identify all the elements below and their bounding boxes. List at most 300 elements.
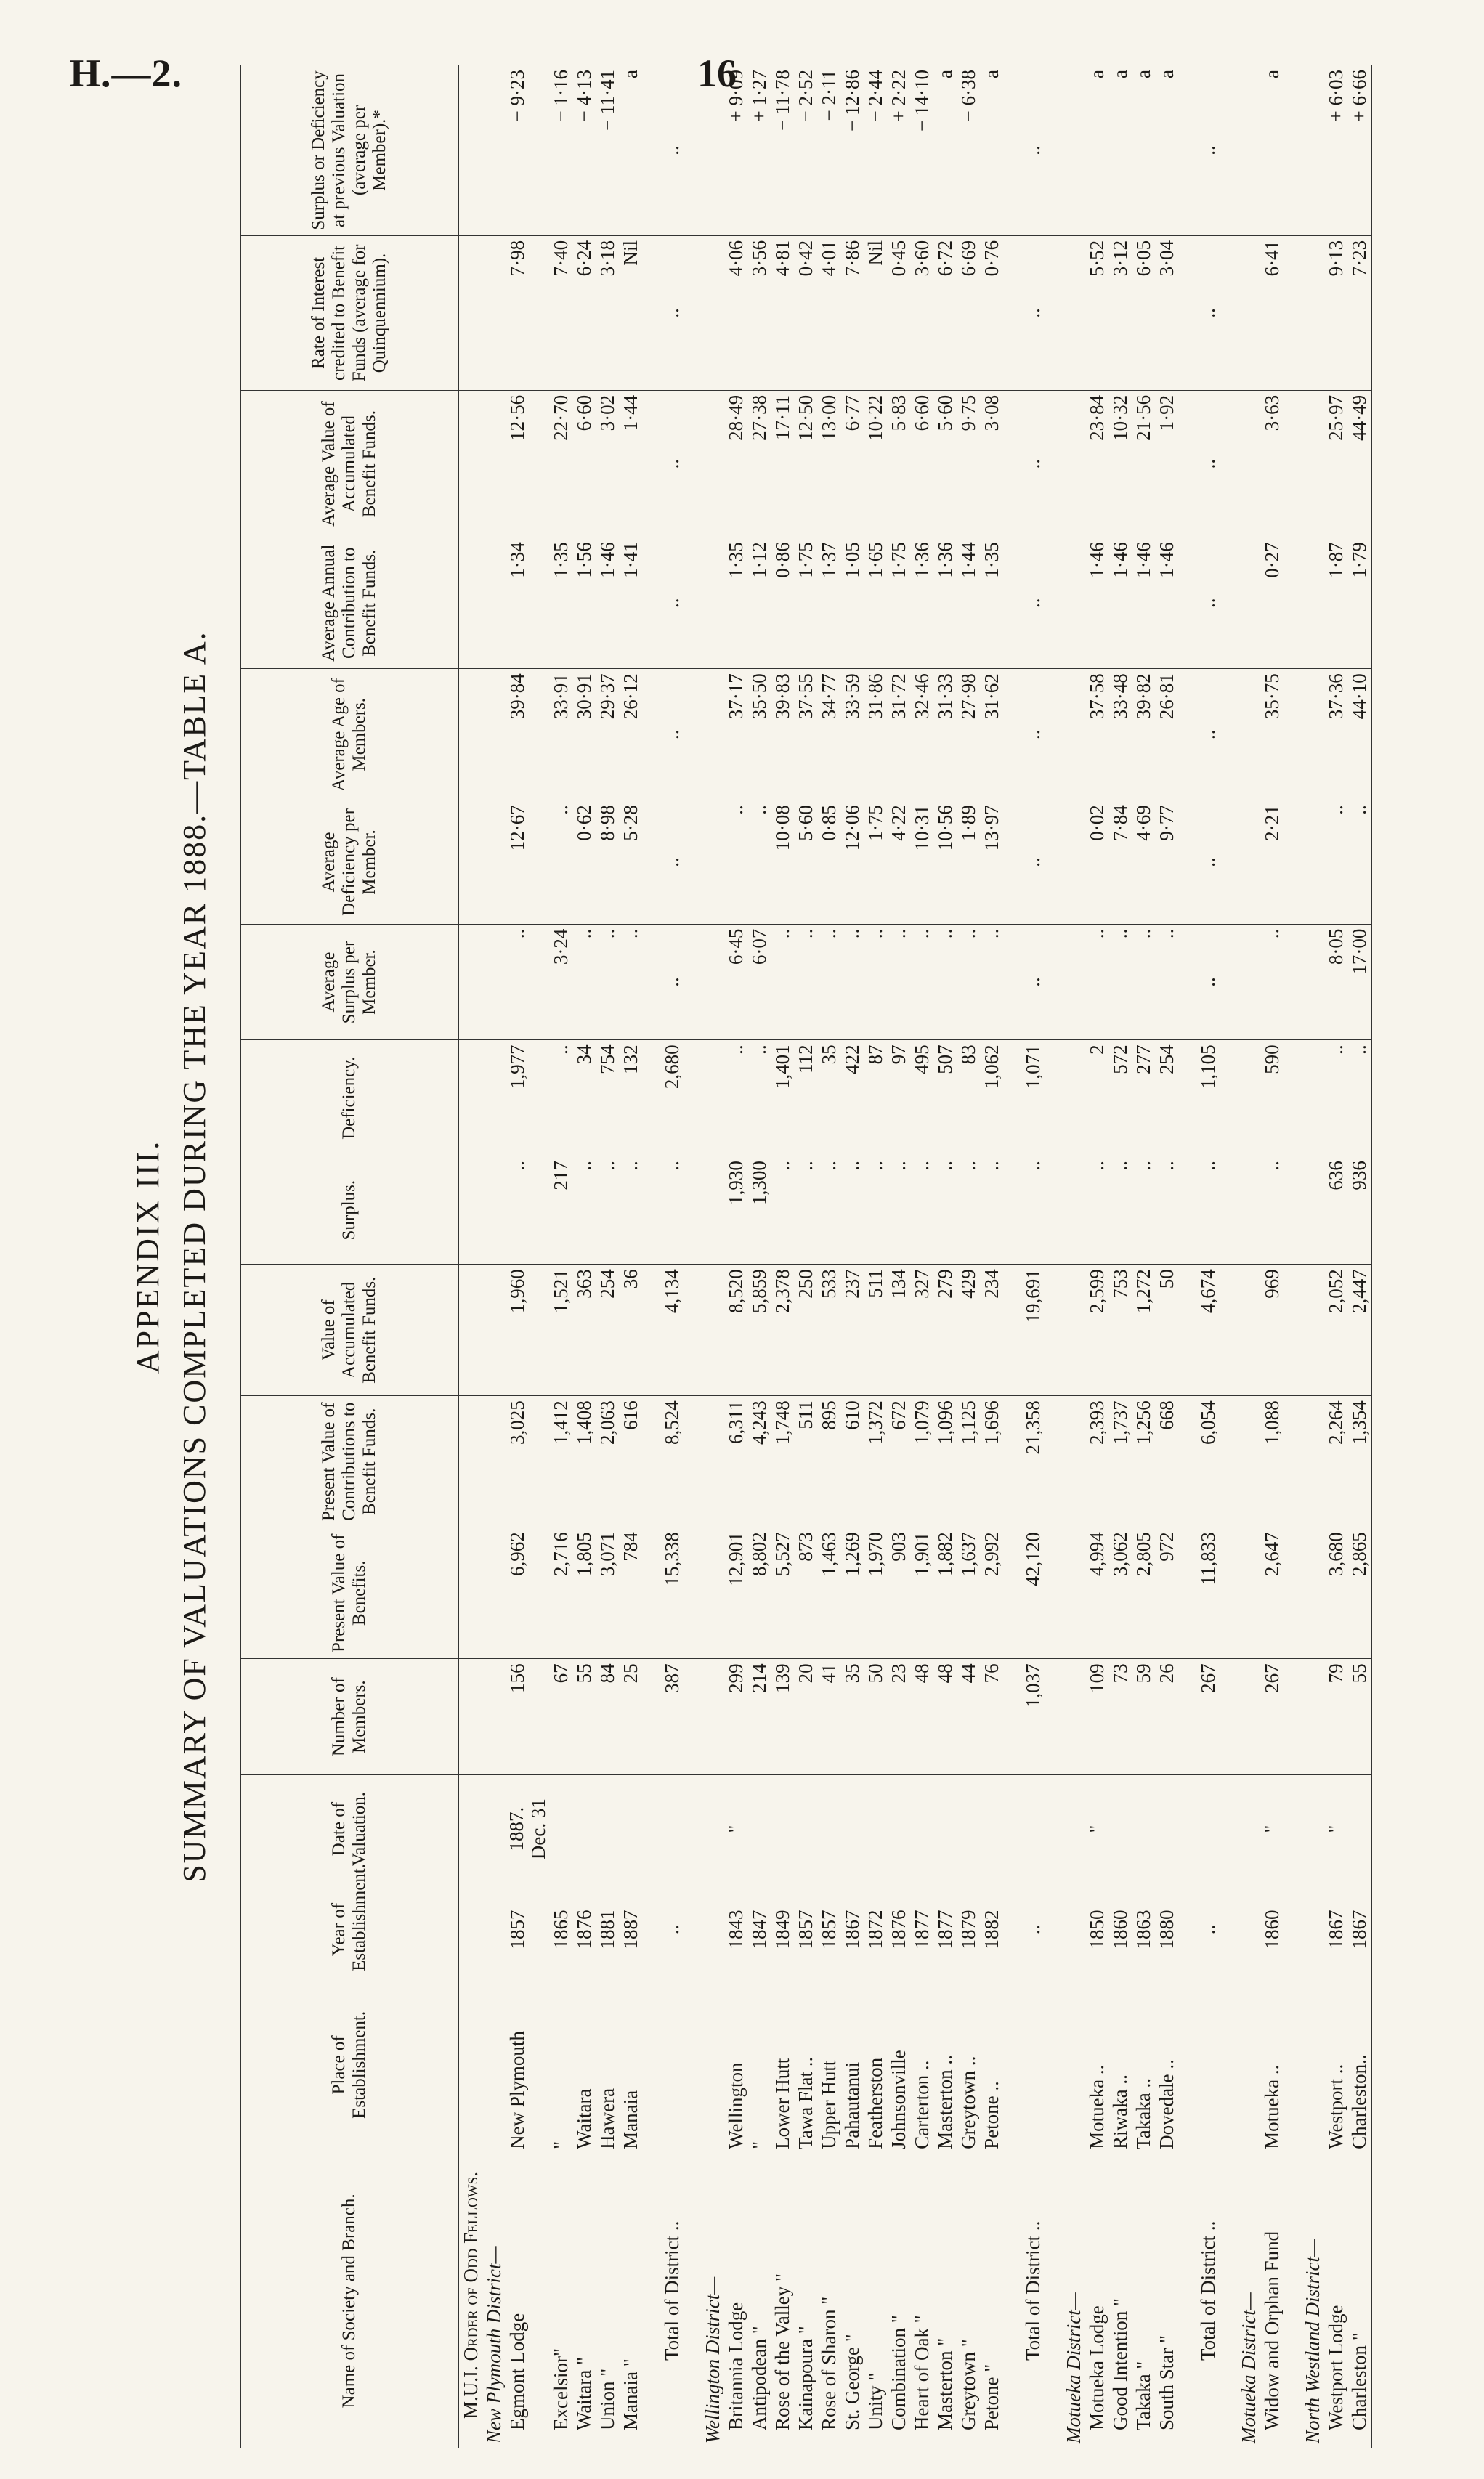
value-cell: 1,412 <box>549 1396 572 1527</box>
value-cell: 6·24 <box>572 235 596 390</box>
order-heading-row <box>458 65 482 2448</box>
value-cell: 214 <box>747 1659 771 1775</box>
empty-cell <box>482 537 506 669</box>
value-cell: 8·05 <box>1324 924 1347 1040</box>
date-of-valuation <box>1132 1775 1155 1883</box>
value-cell: 327 <box>910 1265 933 1396</box>
value-cell: .. <box>794 1156 817 1265</box>
value-cell: .. <box>1108 924 1132 1040</box>
value-cell: 2,447 <box>1347 1265 1371 1396</box>
column-header: Average Deficiency per Member. <box>240 800 458 924</box>
table-row <box>794 65 817 2448</box>
place-of-establishment: Featherston <box>864 1976 887 2154</box>
empty-cell <box>482 390 506 537</box>
date-of-valuation: " <box>724 1775 747 1883</box>
value-cell: a <box>1155 65 1178 235</box>
value-cell: 44 <box>957 1659 980 1775</box>
empty-cell <box>1062 537 1085 669</box>
value-cell: a <box>1132 65 1155 235</box>
value-cell: 1,096 <box>933 1396 957 1527</box>
value-cell: .. <box>1347 800 1371 924</box>
empty-cell <box>642 1156 660 1265</box>
column-header: Year of Establishment. <box>240 1883 458 1976</box>
value-cell: 26·81 <box>1155 669 1178 800</box>
empty-cell <box>1301 669 1324 800</box>
value-cell: .. <box>1132 924 1155 1040</box>
empty-cell <box>1284 1156 1301 1265</box>
value-cell: 511 <box>794 1396 817 1527</box>
appendix-title: APPENDIX III. <box>130 1139 166 1374</box>
empty-cell <box>1237 669 1260 800</box>
empty-cell <box>1237 1156 1260 1265</box>
value-cell: .. <box>619 1156 642 1265</box>
empty-cell: .. <box>660 669 684 800</box>
empty-cell <box>1062 1156 1085 1265</box>
value-cell: .. <box>724 1040 747 1156</box>
value-cell: 29·37 <box>596 669 619 800</box>
empty-cell <box>1062 235 1085 390</box>
value-cell: 1·41 <box>619 537 642 669</box>
value-cell: + 2·22 <box>887 65 910 235</box>
value-cell: − 11·41 <box>596 65 619 235</box>
total-value: .. <box>1196 1156 1220 1265</box>
year-established: 1860 <box>1260 1883 1284 1976</box>
year-established: 1863 <box>1132 1883 1155 1976</box>
empty-cell <box>1003 65 1021 235</box>
value-cell: 237 <box>840 1265 864 1396</box>
value-cell: 254 <box>596 1265 619 1396</box>
empty-cell <box>1301 1040 1324 1156</box>
value-cell: 1,079 <box>910 1396 933 1527</box>
value-cell: 3·04 <box>1155 235 1178 390</box>
date-of-valuation <box>771 1775 794 1883</box>
value-cell: .. <box>1260 924 1284 1040</box>
value-cell: 0·02 <box>1085 800 1108 924</box>
value-cell: 41 <box>817 1659 840 1775</box>
value-cell: .. <box>817 1156 840 1265</box>
report-code: H.—2. <box>70 52 183 95</box>
district-heading-row <box>701 65 724 2448</box>
value-cell: 79 <box>1324 1659 1347 1775</box>
value-cell: 13·97 <box>980 800 1003 924</box>
table-row <box>747 65 771 2448</box>
value-cell: 1,637 <box>957 1527 980 1659</box>
empty-cell <box>482 1040 506 1156</box>
total-label: Total of District .. <box>1196 2220 1219 2361</box>
branch-name: Motueka Lodge <box>1086 2305 1108 2430</box>
table-row <box>506 65 549 2448</box>
empty-cell <box>1284 1396 1301 1527</box>
empty-cell <box>482 1883 506 1976</box>
value-cell: + 6·66 <box>1347 65 1371 235</box>
value-cell: 48 <box>933 1659 957 1775</box>
branch-name: Petone " <box>981 2364 1002 2430</box>
value-cell: 55 <box>572 1659 596 1775</box>
value-cell: 84 <box>596 1659 619 1775</box>
table-row <box>1324 65 1347 2448</box>
empty-cell <box>1045 924 1062 1040</box>
date-of-valuation: 1887. Dec. 31 <box>506 1775 549 1883</box>
value-cell: 1·44 <box>957 537 980 669</box>
total-value: 19,691 <box>1021 1265 1045 1396</box>
value-cell: 7·98 <box>506 235 549 390</box>
spacer-row <box>642 65 660 2448</box>
table-row <box>1347 65 1371 2448</box>
empty-cell <box>1021 1775 1045 1883</box>
value-cell: a <box>1260 65 1284 235</box>
empty-cell <box>684 1396 701 1527</box>
value-cell: 39·83 <box>771 669 794 800</box>
value-cell: 4,243 <box>747 1396 771 1527</box>
value-cell: .. <box>771 1156 794 1265</box>
total-value: 1,105 <box>1196 1040 1220 1156</box>
empty-cell <box>660 1976 684 2154</box>
value-cell: 1,401 <box>771 1040 794 1156</box>
value-cell: − 2·11 <box>817 65 840 235</box>
empty-cell <box>1062 390 1085 537</box>
year-established: 1849 <box>771 1883 794 1976</box>
empty-cell <box>1062 1883 1085 1976</box>
value-cell: 254 <box>1155 1040 1178 1156</box>
empty-cell <box>701 1527 724 1659</box>
branch-name: Takaka " <box>1132 2361 1154 2430</box>
page-number: 16 <box>697 52 737 95</box>
year-established: 1850 <box>1085 1883 1108 1976</box>
empty-cell <box>1301 1396 1324 1527</box>
value-cell: 1·92 <box>1155 390 1178 537</box>
empty-cell <box>701 235 724 390</box>
value-cell: 26 <box>1155 1659 1178 1775</box>
value-cell: 1·34 <box>506 537 549 669</box>
value-cell: 0·42 <box>794 235 817 390</box>
value-cell: 3·63 <box>1260 390 1284 537</box>
rotated-table-page <box>116 65 1467 2448</box>
date-of-valuation <box>747 1775 771 1883</box>
value-cell: 10·31 <box>910 800 933 924</box>
branch-name: Widow and Orphan Fund <box>1261 2231 1283 2430</box>
value-cell: 1,269 <box>840 1527 864 1659</box>
value-cell: 903 <box>887 1527 910 1659</box>
value-cell: 44·49 <box>1347 390 1371 537</box>
value-cell: 1·36 <box>933 537 957 669</box>
value-cell: 6,311 <box>724 1396 747 1527</box>
value-cell: 73 <box>1108 1659 1132 1775</box>
empty-cell <box>1220 1883 1237 1976</box>
value-cell: 1·37 <box>817 537 840 669</box>
empty-cell: .. <box>660 537 684 669</box>
empty-cell <box>1237 235 1260 390</box>
empty-cell <box>701 1775 724 1883</box>
value-cell: .. <box>1155 1156 1178 1265</box>
value-cell: .. <box>506 1156 549 1265</box>
empty-cell: .. <box>1021 65 1045 235</box>
value-cell: 2,716 <box>549 1527 572 1659</box>
value-cell: .. <box>933 1156 957 1265</box>
empty-cell <box>1301 235 1324 390</box>
value-cell: 12·56 <box>506 390 549 537</box>
value-cell: 31·62 <box>980 669 1003 800</box>
place-of-establishment: New Plymouth <box>506 1976 549 2154</box>
empty-cell <box>1045 1040 1062 1156</box>
empty-cell <box>701 669 724 800</box>
value-cell: 39·84 <box>506 669 549 800</box>
value-cell: 5·52 <box>1085 235 1108 390</box>
value-cell: .. <box>910 924 933 1040</box>
empty-cell <box>684 1775 701 1883</box>
table-row <box>1155 65 1178 2448</box>
value-cell: .. <box>817 924 840 1040</box>
empty-cell <box>642 1775 660 1883</box>
empty-cell: .. <box>1196 390 1220 537</box>
value-cell: 2,393 <box>1085 1396 1108 1527</box>
empty-cell <box>684 390 701 537</box>
empty-cell <box>1220 235 1237 390</box>
value-cell: 7·23 <box>1347 235 1371 390</box>
empty-cell: .. <box>1196 235 1220 390</box>
value-cell: 5,859 <box>747 1265 771 1396</box>
empty-cell <box>458 1775 482 1883</box>
empty-cell <box>482 1775 506 1883</box>
spacer-row <box>1178 65 1196 2448</box>
value-cell: 8,802 <box>747 1527 771 1659</box>
empty-cell <box>1062 669 1085 800</box>
value-cell: 2,647 <box>1260 1527 1284 1659</box>
value-cell: 37·36 <box>1324 669 1347 800</box>
value-cell: 3·18 <box>596 235 619 390</box>
place-of-establishment: Motueka .. <box>1085 1976 1108 2154</box>
empty-cell <box>1045 1659 1062 1775</box>
empty-cell <box>1178 1659 1196 1775</box>
value-cell: 6,962 <box>506 1527 549 1659</box>
empty-cell: .. <box>660 1883 684 1976</box>
empty-cell <box>660 1775 684 1883</box>
value-cell: 35 <box>840 1659 864 1775</box>
empty-cell <box>1220 1976 1237 2154</box>
empty-cell: .. <box>1196 537 1220 669</box>
value-cell: .. <box>957 924 980 1040</box>
table-row <box>1108 65 1132 2448</box>
value-cell: .. <box>794 924 817 1040</box>
date-of-valuation <box>596 1775 619 1883</box>
empty-cell <box>458 1396 482 1527</box>
empty-cell <box>1045 2154 1062 2448</box>
value-cell: 10·32 <box>1108 390 1132 537</box>
value-cell: 3,025 <box>506 1396 549 1527</box>
value-cell: 36 <box>619 1265 642 1396</box>
value-cell: .. <box>572 1156 596 1265</box>
value-cell: − 4·13 <box>572 65 596 235</box>
value-cell: 28·49 <box>724 390 747 537</box>
value-cell: 34 <box>572 1040 596 1156</box>
value-cell: 1·65 <box>864 537 887 669</box>
value-cell: 873 <box>794 1527 817 1659</box>
empty-cell <box>684 1659 701 1775</box>
empty-cell <box>458 65 482 235</box>
empty-cell <box>1284 390 1301 537</box>
value-cell: 4·81 <box>771 235 794 390</box>
value-cell: .. <box>1347 1040 1371 1156</box>
empty-cell <box>1003 2154 1021 2448</box>
empty-cell <box>1237 65 1260 235</box>
value-cell: − 1·16 <box>549 65 572 235</box>
value-cell: 0·27 <box>1260 537 1284 669</box>
column-header: Number of Members. <box>240 1659 458 1775</box>
date-of-valuation <box>817 1775 840 1883</box>
empty-cell <box>642 235 660 390</box>
value-cell: 250 <box>794 1265 817 1396</box>
empty-cell <box>1045 235 1062 390</box>
empty-cell: .. <box>1021 669 1045 800</box>
empty-cell <box>684 1883 701 1976</box>
branch-name: Charleston " <box>1348 2332 1370 2430</box>
value-cell: 2,378 <box>771 1265 794 1396</box>
empty-cell <box>1284 537 1301 669</box>
empty-cell <box>1045 537 1062 669</box>
value-cell: a <box>933 65 957 235</box>
table-row <box>1085 65 1108 2448</box>
value-cell: 936 <box>1347 1156 1371 1265</box>
value-cell: .. <box>840 1156 864 1265</box>
value-cell: 1,882 <box>933 1527 957 1659</box>
empty-cell <box>1301 1883 1324 1976</box>
value-cell: 969 <box>1260 1265 1284 1396</box>
empty-cell <box>642 1527 660 1659</box>
empty-cell <box>1045 800 1062 924</box>
date-of-valuation <box>933 1775 957 1883</box>
branch-name: Britannia Lodge <box>725 2302 747 2430</box>
value-cell: 1·46 <box>1132 537 1155 669</box>
date-of-valuation: " <box>1085 1775 1108 1883</box>
empty-cell <box>1237 1040 1260 1156</box>
value-cell: 12·06 <box>840 800 864 924</box>
empty-cell <box>701 537 724 669</box>
value-cell: 1,970 <box>864 1527 887 1659</box>
value-cell: .. <box>887 924 910 1040</box>
place-of-establishment: " <box>549 1976 572 2154</box>
empty-cell <box>1284 2154 1301 2448</box>
value-cell: a <box>619 65 642 235</box>
branch-name: Union " <box>596 2368 618 2430</box>
value-cell: 20 <box>794 1659 817 1775</box>
empty-cell <box>1178 1265 1196 1396</box>
total-value: 11,833 <box>1196 1527 1220 1659</box>
total-value: 2,680 <box>660 1040 684 1156</box>
place-of-establishment: Manaia <box>619 1976 642 2154</box>
value-cell: 1·36 <box>910 537 933 669</box>
value-cell: 37·17 <box>724 669 747 800</box>
empty-cell <box>1062 1527 1085 1659</box>
value-cell: 26·12 <box>619 669 642 800</box>
empty-cell <box>1237 1265 1260 1396</box>
empty-cell <box>458 1156 482 1265</box>
value-cell: 422 <box>840 1040 864 1156</box>
value-cell: 1·05 <box>840 537 864 669</box>
value-cell: 1·35 <box>724 537 747 669</box>
year-established: 1857 <box>794 1883 817 1976</box>
date-of-valuation <box>980 1775 1003 1883</box>
empty-cell <box>458 235 482 390</box>
empty-cell <box>1003 235 1021 390</box>
year-established: 1857 <box>506 1883 549 1976</box>
value-cell: 610 <box>840 1396 864 1527</box>
empty-cell <box>1284 65 1301 235</box>
value-cell: 784 <box>619 1527 642 1659</box>
empty-cell <box>1178 669 1196 800</box>
value-cell: 590 <box>1260 1040 1284 1156</box>
empty-cell <box>1178 1156 1196 1265</box>
empty-cell: .. <box>660 924 684 1040</box>
table-row <box>957 65 980 2448</box>
value-cell: 12·67 <box>506 800 549 924</box>
value-cell: 12,901 <box>724 1527 747 1659</box>
value-cell: 23·84 <box>1085 390 1108 537</box>
value-cell: 2,264 <box>1324 1396 1347 1527</box>
value-cell: .. <box>549 800 572 924</box>
place-of-establishment: Riwaka .. <box>1108 1976 1132 2154</box>
branch-name: Manaia " <box>620 2358 641 2430</box>
value-cell: 6·45 <box>724 924 747 1040</box>
table-row <box>840 65 864 2448</box>
empty-cell <box>1178 537 1196 669</box>
year-established: 1882 <box>980 1883 1003 1976</box>
value-cell: 48 <box>910 1659 933 1775</box>
empty-cell <box>1062 1265 1085 1396</box>
empty-cell <box>684 800 701 924</box>
empty-cell <box>701 1883 724 1976</box>
total-value: 1,037 <box>1021 1659 1045 1775</box>
column-header: Present Value of Benefits. <box>240 1527 458 1659</box>
empty-cell <box>701 1976 724 2154</box>
value-cell: .. <box>887 1156 910 1265</box>
value-cell: 25·97 <box>1324 390 1347 537</box>
empty-cell <box>642 1883 660 1976</box>
column-header: Value of Accumulated Benefit Funds. <box>240 1265 458 1396</box>
value-cell: 31·33 <box>933 669 957 800</box>
empty-cell <box>1301 65 1324 235</box>
value-cell: 31·86 <box>864 669 887 800</box>
total-value: 6,054 <box>1196 1396 1220 1527</box>
value-cell: 1,125 <box>957 1396 980 1527</box>
district-heading-row <box>1237 65 1260 2448</box>
spacer-row <box>1220 65 1237 2448</box>
empty-cell <box>1301 1775 1324 1883</box>
empty-cell <box>701 1040 724 1156</box>
value-cell: .. <box>1132 1156 1155 1265</box>
empty-cell <box>684 1976 701 2154</box>
empty-cell <box>458 1040 482 1156</box>
empty-cell <box>1045 669 1062 800</box>
empty-cell <box>1178 924 1196 1040</box>
branch-name: Masterton " <box>934 2337 956 2430</box>
place-of-establishment: Pahautanui <box>840 1976 864 2154</box>
value-cell: 3·56 <box>747 235 771 390</box>
empty-cell <box>684 235 701 390</box>
value-cell: 668 <box>1155 1396 1178 1527</box>
value-cell: 429 <box>957 1265 980 1396</box>
empty-cell <box>1062 1396 1085 1527</box>
value-cell: 3,071 <box>596 1527 619 1659</box>
empty-cell <box>1220 1040 1237 1156</box>
place-of-establishment: Lower Hutt <box>771 1976 794 2154</box>
empty-cell <box>1220 65 1237 235</box>
value-cell: 67 <box>549 1659 572 1775</box>
value-cell: 1,977 <box>506 1040 549 1156</box>
branch-name: Westport Lodge <box>1325 2305 1347 2430</box>
value-cell: 27·98 <box>957 669 980 800</box>
table-row <box>817 65 840 2448</box>
value-cell: 616 <box>619 1396 642 1527</box>
empty-cell <box>1178 390 1196 537</box>
